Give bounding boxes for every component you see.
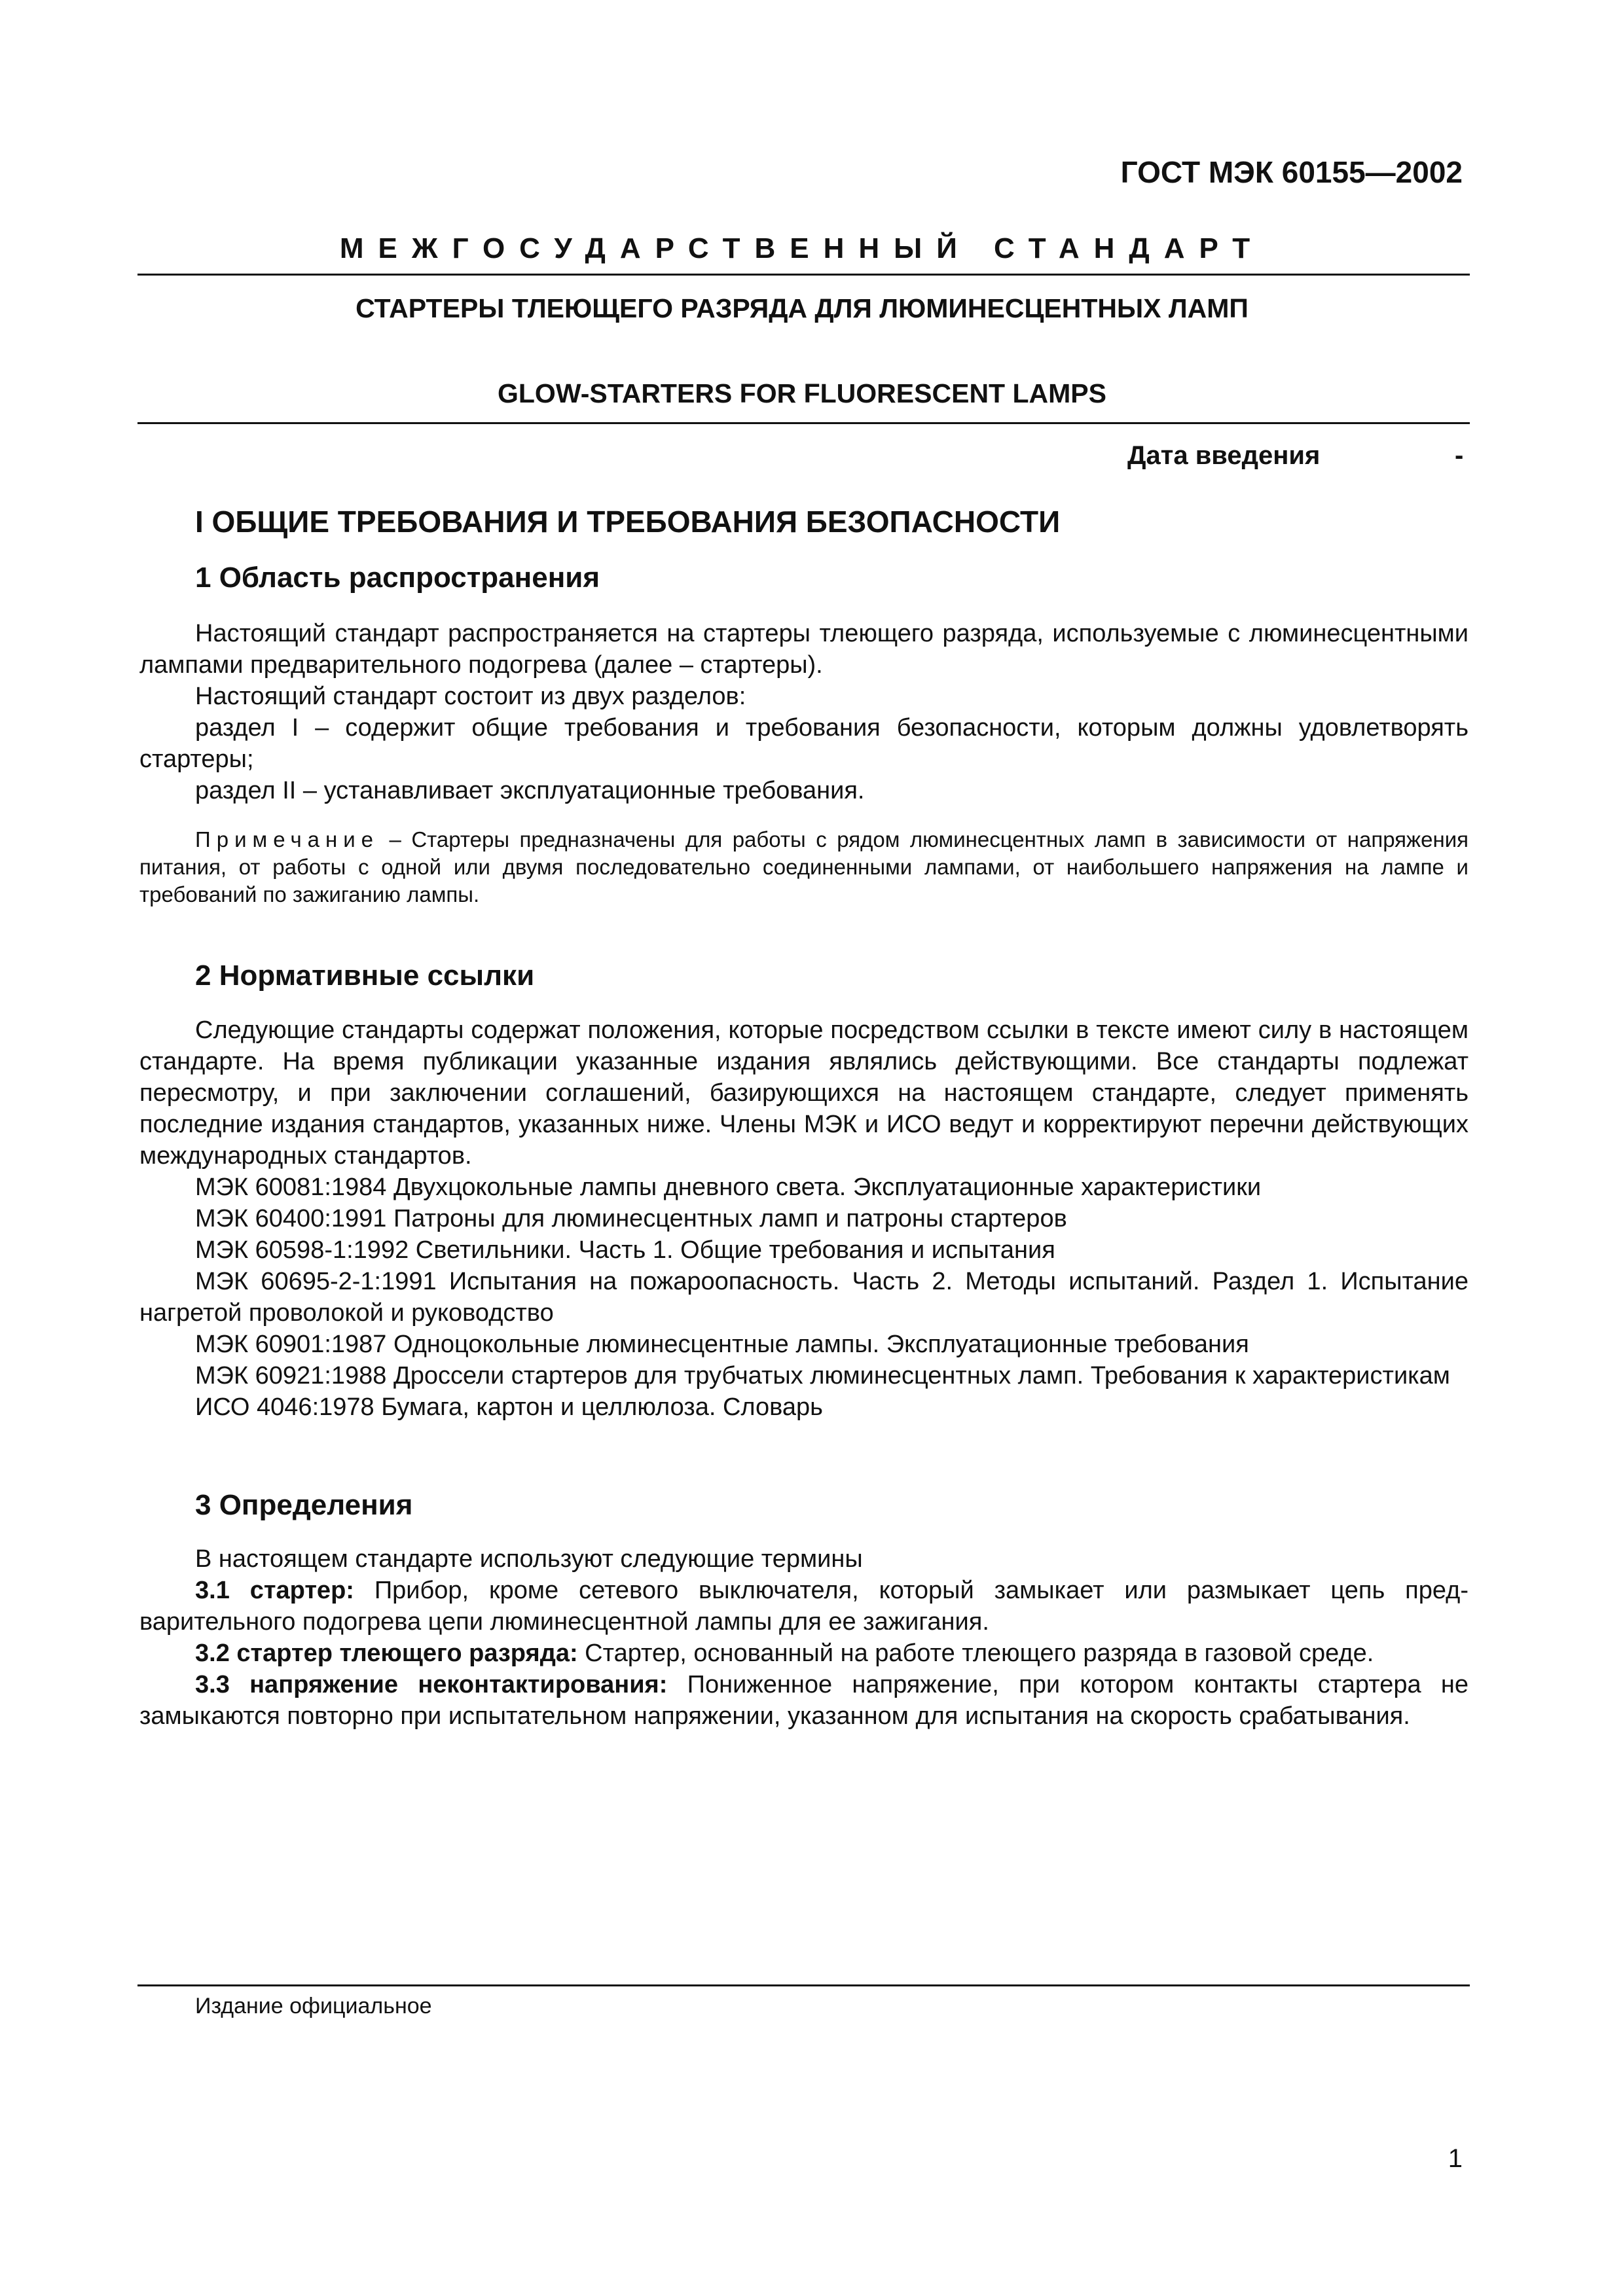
section-3-body <box>139 1543 1468 1732</box>
definition-text: Прибор, кроме сетевого выключателя, который замыкает или размыкает цепь предварительного подогрева цепи люминесцентной лампы для ее зажигания. <box>139 1577 1468 1636</box>
reference-item: ИСО 4046:1978 Бумага, картон и целлюлоза. Словарь <box>195 1393 823 1421</box>
date-introduction-label: Дата введения <box>1127 441 1321 470</box>
section-1-title: 1 Область распространения <box>195 562 600 594</box>
definition-item <box>139 1669 1468 1732</box>
section-1-paragraph: раздел II – устанавливает эксплуатационные требования. <box>195 777 865 804</box>
interstate-standard-heading: МЕЖГОСУДАРСТВЕННЫЙ СТАНДАРТ <box>339 232 1265 264</box>
header-rule-top <box>137 274 1470 276</box>
section-3-intro: В настоящем стандарте используют следующие термины <box>195 1545 863 1573</box>
edition-label: Издание официальное <box>195 1994 432 2018</box>
section-1-paragraph: Настоящий стандарт распространяется на стартеры тлеющего разряда, используемые с люминесцентными лампами предварительного подогрева (далее – стартеры). <box>139 620 1468 679</box>
reference-item: МЭК 60400:1991 Патроны для люминесцентных ламп и патроны стартеров <box>195 1205 1067 1232</box>
section-2-body <box>139 1014 1468 1423</box>
definition-term: 3.1 стартер: <box>195 1577 354 1604</box>
section-1-paragraph: Настоящий стандарт состоит из двух разделов: <box>195 683 746 710</box>
definition-term: 3.3 напряжение неконтактирования: <box>195 1671 668 1698</box>
section-2-intro: Следующие стандарты содержат положения, которые посредством ссылки в тексте имеют силу в настоящем стандарте. На время публикации указанные издания являлись действующими. Все стандарты подлежат пересмотру, и при заключении соглашений, базирующихся на настоящем стандарте, следует применять последние издания стандартов, указанных ниже. Члены МЭК и ИСО ведут и корректируют перечни действующих международных стандартов. <box>139 1016 1468 1170</box>
document-code: ГОСТ МЭК 60155—2002 <box>1120 155 1463 189</box>
date-introduction-value: - <box>1455 441 1464 470</box>
definition-item <box>139 1638 1468 1669</box>
note-text: – Стартеры предназначены для работы с рядом люминесцентных ламп в зависимости от напряжения питания, от работы с одной или двумя последовательно соединенными лампами, от наибольшего напряжения на лампе и требований по зажиганию лампы. <box>139 827 1468 906</box>
page-number: 1 <box>1448 2144 1463 2173</box>
reference-item: МЭК 60921:1988 Дроссели стартеров для трубчатых люминесцентных ламп. Требования к характеристикам <box>195 1362 1450 1390</box>
footer-rule <box>137 1984 1470 1986</box>
part-title: I ОБЩИЕ ТРЕБОВАНИЯ И ТРЕБОВАНИЯ БЕЗОПАСНОСТИ <box>195 505 1061 539</box>
reference-item: МЭК 60081:1984 Двухцокольные лампы дневного света. Эксплуатационные характеристики <box>195 1174 1262 1201</box>
definition-text: Пониженное напряжение, при котором контакты стартера не замыкаются повторно при испытательном напряжении, указанном для испытания на скорость срабатывания. <box>139 1671 1468 1730</box>
definition-item <box>139 1575 1468 1638</box>
header-rule-bottom <box>137 422 1470 424</box>
definition-term: 3.2 стартер тлеющего разряда: <box>195 1640 578 1667</box>
note-label: Примечание <box>195 827 380 852</box>
title-english: GLOW-STARTERS FOR FLUORESCENT LAMPS <box>498 378 1106 408</box>
title-russian: СТАРТЕРЫ ТЛЕЮЩЕГО РАЗРЯДА ДЛЯ ЛЮМИНЕСЦЕНТНЫХ ЛАМП <box>356 293 1249 323</box>
section-1-paragraph: раздел I – содержит общие требования и требования безопасности, которым должны удовлетворять стартеры; <box>139 714 1468 773</box>
reference-item: МЭК 60695-2-1:1991 Испытания на пожароопасность. Часть 2. Методы испытаний. Раздел 1. Испытание нагретой проволокой и руководство <box>139 1268 1468 1327</box>
reference-item: МЭК 60598-1:1992 Светильники. Часть 1. Общие требования и испытания <box>195 1236 1055 1264</box>
section-3-title: 3 Определения <box>195 1489 413 1521</box>
reference-item: МЭК 60901:1987 Одноцокольные люминесцентные лампы. Эксплуатационные требования <box>195 1331 1249 1358</box>
section-1-note <box>139 826 1468 908</box>
definition-text: Стартер, основанный на работе тлеющего разряда в газовой среде. <box>577 1640 1374 1667</box>
section-2-title: 2 Нормативные ссылки <box>195 960 535 992</box>
section-1-body <box>139 618 1468 806</box>
